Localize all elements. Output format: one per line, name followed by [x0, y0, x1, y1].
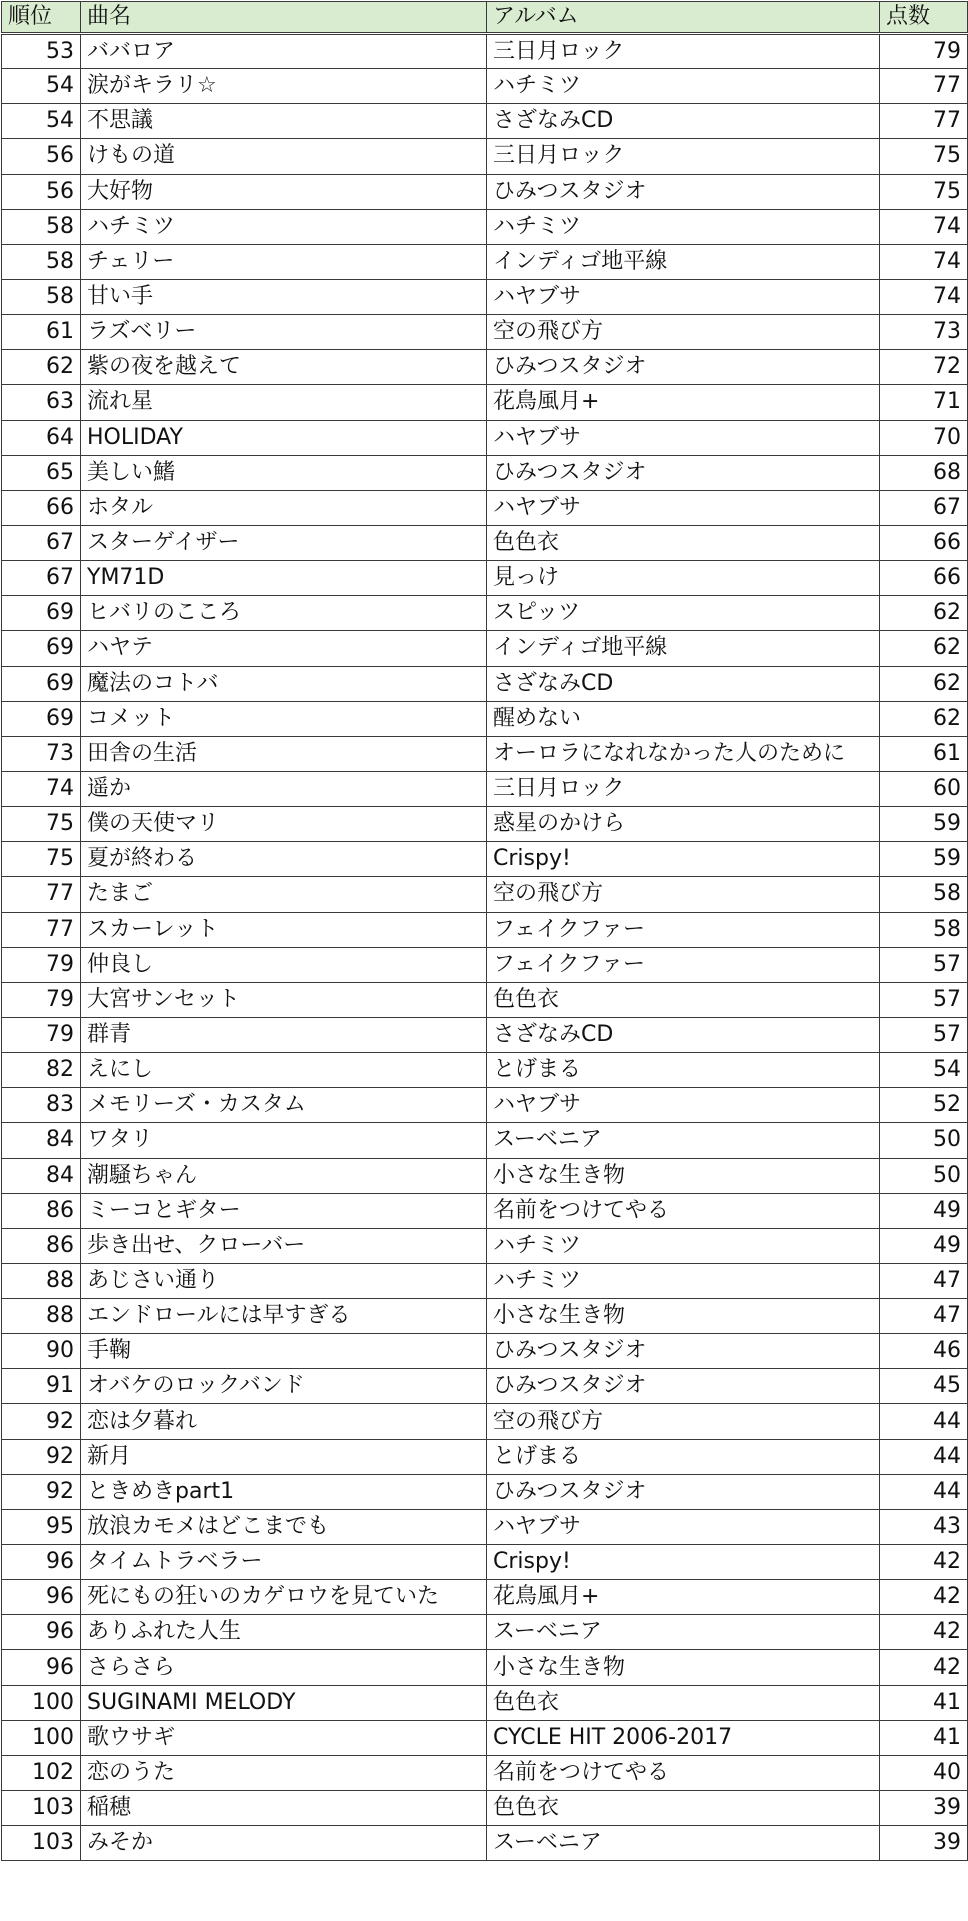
- cell-rank: 74: [2, 771, 81, 806]
- table-row: [2, 807, 968, 842]
- cell-score: 50: [880, 1158, 968, 1193]
- cell-album: ハヤブサ: [487, 490, 880, 525]
- cell-album: ひみつスタジオ: [487, 1369, 880, 1404]
- cell-score: 50: [880, 1123, 968, 1158]
- cell-album: 空の飛び方: [487, 877, 880, 912]
- cell-album: 惑星のかけら: [487, 807, 880, 842]
- cell-rank: 66: [2, 490, 81, 525]
- cell-rank: 90: [2, 1334, 81, 1369]
- cell-album: 見っけ: [487, 561, 880, 596]
- cell-album: さざなみCD: [487, 666, 880, 701]
- cell-score: 41: [880, 1720, 968, 1755]
- table-row: [2, 385, 968, 420]
- cell-score: 73: [880, 315, 968, 350]
- cell-song: ババロア: [81, 34, 487, 69]
- cell-rank: 100: [2, 1685, 81, 1720]
- cell-score: 62: [880, 631, 968, 666]
- cell-rank: 83: [2, 1088, 81, 1123]
- cell-score: 41: [880, 1685, 968, 1720]
- cell-score: 62: [880, 666, 968, 701]
- table-row: [2, 490, 968, 525]
- cell-album: 色色衣: [487, 525, 880, 560]
- cell-album: とげまる: [487, 1439, 880, 1474]
- cell-score: 62: [880, 596, 968, 631]
- table-row: [2, 34, 968, 69]
- cell-score: 49: [880, 1193, 968, 1228]
- cell-song: けもの道: [81, 139, 487, 174]
- cell-album: スピッツ: [487, 596, 880, 631]
- cell-rank: 96: [2, 1545, 81, 1580]
- table-row: [2, 1158, 968, 1193]
- cell-score: 44: [880, 1474, 968, 1509]
- table-row: [2, 1580, 968, 1615]
- cell-rank: 53: [2, 34, 81, 69]
- table-row: [2, 1826, 968, 1861]
- cell-rank: 79: [2, 1017, 81, 1052]
- cell-rank: 63: [2, 385, 81, 420]
- cell-album: 三日月ロック: [487, 771, 880, 806]
- cell-album: 小さな生き物: [487, 1158, 880, 1193]
- table-row: [2, 666, 968, 701]
- cell-song: スカーレット: [81, 912, 487, 947]
- cell-score: 57: [880, 947, 968, 982]
- header-song: 曲名: [81, 2, 487, 34]
- cell-rank: 92: [2, 1404, 81, 1439]
- cell-song: エンドロールには早すぎる: [81, 1299, 487, 1334]
- cell-song: 群青: [81, 1017, 487, 1052]
- cell-song: 大宮サンセット: [81, 982, 487, 1017]
- cell-score: 59: [880, 807, 968, 842]
- table-row: [2, 1474, 968, 1509]
- cell-album: ひみつスタジオ: [487, 174, 880, 209]
- cell-song: 美しい鰭: [81, 455, 487, 490]
- cell-score: 42: [880, 1545, 968, 1580]
- cell-score: 44: [880, 1404, 968, 1439]
- cell-rank: 79: [2, 947, 81, 982]
- cell-song: あじさい通り: [81, 1263, 487, 1298]
- cell-album: とげまる: [487, 1053, 880, 1088]
- cell-score: 57: [880, 1017, 968, 1052]
- cell-song: メモリーズ・カスタム: [81, 1088, 487, 1123]
- cell-song: 涙がキラリ☆: [81, 69, 487, 104]
- cell-rank: 69: [2, 596, 81, 631]
- table-row: [2, 174, 968, 209]
- table-row: [2, 455, 968, 490]
- cell-score: 74: [880, 209, 968, 244]
- cell-album: ハチミツ: [487, 69, 880, 104]
- table-row: [2, 1615, 968, 1650]
- table-row: [2, 1053, 968, 1088]
- cell-rank: 58: [2, 209, 81, 244]
- cell-score: 66: [880, 525, 968, 560]
- cell-album: Crispy!: [487, 842, 880, 877]
- cell-song: 大好物: [81, 174, 487, 209]
- table-row: [2, 982, 968, 1017]
- cell-song: 潮騒ちゃん: [81, 1158, 487, 1193]
- cell-song: 夏が終わる: [81, 842, 487, 877]
- table-row: [2, 1720, 968, 1755]
- header-score: 点数: [880, 2, 968, 34]
- cell-score: 43: [880, 1509, 968, 1544]
- table-row: [2, 912, 968, 947]
- cell-rank: 56: [2, 174, 81, 209]
- cell-song: 紫の夜を越えて: [81, 350, 487, 385]
- table-row: [2, 1193, 968, 1228]
- cell-song: 恋のうた: [81, 1755, 487, 1790]
- table-row: [2, 1650, 968, 1685]
- cell-score: 74: [880, 244, 968, 279]
- table-row: [2, 1017, 968, 1052]
- cell-album: スーベニア: [487, 1615, 880, 1650]
- cell-rank: 69: [2, 666, 81, 701]
- table-row: [2, 736, 968, 771]
- cell-rank: 84: [2, 1158, 81, 1193]
- cell-album: スーベニア: [487, 1123, 880, 1158]
- table-row: [2, 350, 968, 385]
- cell-score: 59: [880, 842, 968, 877]
- table-row: [2, 596, 968, 631]
- cell-song: 田舎の生活: [81, 736, 487, 771]
- ranking-table: [1, 1, 968, 1861]
- cell-rank: 65: [2, 455, 81, 490]
- cell-song: 放浪カモメはどこまでも: [81, 1509, 487, 1544]
- cell-album: 三日月ロック: [487, 139, 880, 174]
- cell-score: 75: [880, 139, 968, 174]
- cell-score: 40: [880, 1755, 968, 1790]
- cell-rank: 64: [2, 420, 81, 455]
- cell-rank: 69: [2, 631, 81, 666]
- table-row: [2, 104, 968, 139]
- cell-album: Crispy!: [487, 1545, 880, 1580]
- cell-rank: 73: [2, 736, 81, 771]
- table-row: [2, 69, 968, 104]
- cell-song: ときめきpart1: [81, 1474, 487, 1509]
- cell-album: ひみつスタジオ: [487, 1474, 880, 1509]
- cell-album: 三日月ロック: [487, 34, 880, 69]
- cell-album: 名前をつけてやる: [487, 1755, 880, 1790]
- cell-rank: 86: [2, 1193, 81, 1228]
- cell-album: 色色衣: [487, 1791, 880, 1826]
- cell-score: 39: [880, 1791, 968, 1826]
- cell-song: 僕の天使マリ: [81, 807, 487, 842]
- table-row: [2, 139, 968, 174]
- cell-song: 歩き出せ、クローバー: [81, 1228, 487, 1263]
- cell-score: 71: [880, 385, 968, 420]
- header-album: アルバム: [487, 2, 880, 34]
- table-row: [2, 1404, 968, 1439]
- cell-rank: 88: [2, 1299, 81, 1334]
- cell-song: 恋は夕暮れ: [81, 1404, 487, 1439]
- cell-album: 空の飛び方: [487, 1404, 880, 1439]
- cell-rank: 96: [2, 1615, 81, 1650]
- cell-song: HOLIDAY: [81, 420, 487, 455]
- table-row: [2, 244, 968, 279]
- cell-song: ミーコとギター: [81, 1193, 487, 1228]
- cell-song: オバケのロックバンド: [81, 1369, 487, 1404]
- cell-song: 魔法のコトバ: [81, 666, 487, 701]
- table-row: [2, 561, 968, 596]
- table-row: [2, 1685, 968, 1720]
- cell-album: 花鳥風月+: [487, 385, 880, 420]
- cell-score: 60: [880, 771, 968, 806]
- cell-song: さらさら: [81, 1650, 487, 1685]
- cell-rank: 77: [2, 912, 81, 947]
- cell-rank: 79: [2, 982, 81, 1017]
- cell-score: 42: [880, 1650, 968, 1685]
- cell-album: 花鳥風月+: [487, 1580, 880, 1615]
- cell-album: ひみつスタジオ: [487, 350, 880, 385]
- cell-score: 79: [880, 34, 968, 69]
- cell-song: SUGINAMI MELODY: [81, 1685, 487, 1720]
- cell-rank: 91: [2, 1369, 81, 1404]
- table-row: [2, 1509, 968, 1544]
- cell-rank: 100: [2, 1720, 81, 1755]
- cell-song: ハチミツ: [81, 209, 487, 244]
- cell-album: ひみつスタジオ: [487, 455, 880, 490]
- cell-rank: 75: [2, 842, 81, 877]
- cell-album: 色色衣: [487, 982, 880, 1017]
- table-row: [2, 315, 968, 350]
- cell-song: えにし: [81, 1053, 487, 1088]
- cell-album: インディゴ地平線: [487, 244, 880, 279]
- cell-rank: 102: [2, 1755, 81, 1790]
- cell-score: 58: [880, 877, 968, 912]
- cell-rank: 69: [2, 701, 81, 736]
- table-row: [2, 771, 968, 806]
- cell-song: ラズベリー: [81, 315, 487, 350]
- table-row: [2, 877, 968, 912]
- cell-album: 小さな生き物: [487, 1299, 880, 1334]
- cell-score: 45: [880, 1369, 968, 1404]
- cell-album: 醒めない: [487, 701, 880, 736]
- table-row: [2, 420, 968, 455]
- cell-album: ハヤブサ: [487, 1088, 880, 1123]
- cell-score: 42: [880, 1615, 968, 1650]
- cell-rank: 92: [2, 1439, 81, 1474]
- cell-score: 77: [880, 104, 968, 139]
- header-row: [2, 2, 968, 34]
- table-row: [2, 1088, 968, 1123]
- cell-song: たまご: [81, 877, 487, 912]
- cell-score: 67: [880, 490, 968, 525]
- table-row: [2, 631, 968, 666]
- cell-album: CYCLE HIT 2006-2017: [487, 1720, 880, 1755]
- cell-album: 名前をつけてやる: [487, 1193, 880, 1228]
- cell-album: ハチミツ: [487, 209, 880, 244]
- cell-album: ハヤブサ: [487, 420, 880, 455]
- cell-rank: 96: [2, 1650, 81, 1685]
- cell-album: ハヤブサ: [487, 279, 880, 314]
- cell-song: 手鞠: [81, 1334, 487, 1369]
- cell-album: フェイクファー: [487, 947, 880, 982]
- cell-album: 空の飛び方: [487, 315, 880, 350]
- cell-score: 58: [880, 912, 968, 947]
- cell-rank: 67: [2, 525, 81, 560]
- table-row: [2, 1369, 968, 1404]
- cell-song: 流れ星: [81, 385, 487, 420]
- table-row: [2, 1263, 968, 1298]
- cell-rank: 58: [2, 244, 81, 279]
- cell-song: みそか: [81, 1826, 487, 1861]
- table-row: [2, 1545, 968, 1580]
- table-row: [2, 1228, 968, 1263]
- cell-score: 47: [880, 1299, 968, 1334]
- cell-song: ハヤテ: [81, 631, 487, 666]
- cell-song: ヒバリのこころ: [81, 596, 487, 631]
- cell-score: 74: [880, 279, 968, 314]
- cell-song: スターゲイザー: [81, 525, 487, 560]
- cell-rank: 77: [2, 877, 81, 912]
- cell-album: スーベニア: [487, 1826, 880, 1861]
- cell-song: 死にもの狂いのカゲロウを見ていた: [81, 1580, 487, 1615]
- table-row: [2, 1439, 968, 1474]
- cell-rank: 82: [2, 1053, 81, 1088]
- table-row: [2, 279, 968, 314]
- cell-score: 49: [880, 1228, 968, 1263]
- cell-rank: 84: [2, 1123, 81, 1158]
- cell-song: ありふれた人生: [81, 1615, 487, 1650]
- cell-album: インディゴ地平線: [487, 631, 880, 666]
- table-row: [2, 1755, 968, 1790]
- table-row: [2, 1334, 968, 1369]
- table-row: [2, 701, 968, 736]
- cell-score: 57: [880, 982, 968, 1017]
- cell-song: 仲良し: [81, 947, 487, 982]
- cell-song: 稲穂: [81, 1791, 487, 1826]
- cell-score: 54: [880, 1053, 968, 1088]
- cell-score: 52: [880, 1088, 968, 1123]
- cell-song: 遥か: [81, 771, 487, 806]
- table-row: [2, 1299, 968, 1334]
- cell-album: フェイクファー: [487, 912, 880, 947]
- cell-score: 68: [880, 455, 968, 490]
- cell-song: 甘い手: [81, 279, 487, 314]
- cell-album: ひみつスタジオ: [487, 1334, 880, 1369]
- cell-score: 47: [880, 1263, 968, 1298]
- cell-album: ハチミツ: [487, 1228, 880, 1263]
- cell-score: 44: [880, 1439, 968, 1474]
- table-row: [2, 947, 968, 982]
- cell-song: タイムトラベラー: [81, 1545, 487, 1580]
- cell-song: 不思議: [81, 104, 487, 139]
- table-row: [2, 525, 968, 560]
- cell-rank: 88: [2, 1263, 81, 1298]
- cell-album: さざなみCD: [487, 1017, 880, 1052]
- cell-score: 72: [880, 350, 968, 385]
- cell-song: ワタリ: [81, 1123, 487, 1158]
- cell-album: 小さな生き物: [487, 1650, 880, 1685]
- cell-rank: 56: [2, 139, 81, 174]
- header-rank: 順位: [2, 2, 81, 34]
- cell-score: 61: [880, 736, 968, 771]
- cell-rank: 95: [2, 1509, 81, 1544]
- table-row: [2, 1791, 968, 1826]
- cell-song: 歌ウサギ: [81, 1720, 487, 1755]
- cell-song: 新月: [81, 1439, 487, 1474]
- cell-song: YM71D: [81, 561, 487, 596]
- cell-song: コメット: [81, 701, 487, 736]
- cell-rank: 61: [2, 315, 81, 350]
- cell-score: 66: [880, 561, 968, 596]
- cell-rank: 62: [2, 350, 81, 385]
- cell-album: ハチミツ: [487, 1263, 880, 1298]
- cell-score: 75: [880, 174, 968, 209]
- table-row: [2, 209, 968, 244]
- cell-rank: 58: [2, 279, 81, 314]
- cell-score: 77: [880, 69, 968, 104]
- table-row: [2, 1123, 968, 1158]
- cell-album: さざなみCD: [487, 104, 880, 139]
- cell-score: 70: [880, 420, 968, 455]
- cell-rank: 86: [2, 1228, 81, 1263]
- cell-song: チェリー: [81, 244, 487, 279]
- cell-rank: 96: [2, 1580, 81, 1615]
- cell-score: 39: [880, 1826, 968, 1861]
- cell-score: 46: [880, 1334, 968, 1369]
- cell-rank: 75: [2, 807, 81, 842]
- cell-rank: 54: [2, 69, 81, 104]
- cell-album: ハヤブサ: [487, 1509, 880, 1544]
- table-row: [2, 842, 968, 877]
- cell-score: 42: [880, 1580, 968, 1615]
- cell-rank: 67: [2, 561, 81, 596]
- cell-rank: 54: [2, 104, 81, 139]
- cell-rank: 103: [2, 1826, 81, 1861]
- cell-album: オーロラになれなかった人のために: [487, 736, 880, 771]
- cell-album: 色色衣: [487, 1685, 880, 1720]
- cell-rank: 103: [2, 1791, 81, 1826]
- cell-score: 62: [880, 701, 968, 736]
- cell-song: ホタル: [81, 490, 487, 525]
- cell-rank: 92: [2, 1474, 81, 1509]
- table-body: [2, 34, 968, 1861]
